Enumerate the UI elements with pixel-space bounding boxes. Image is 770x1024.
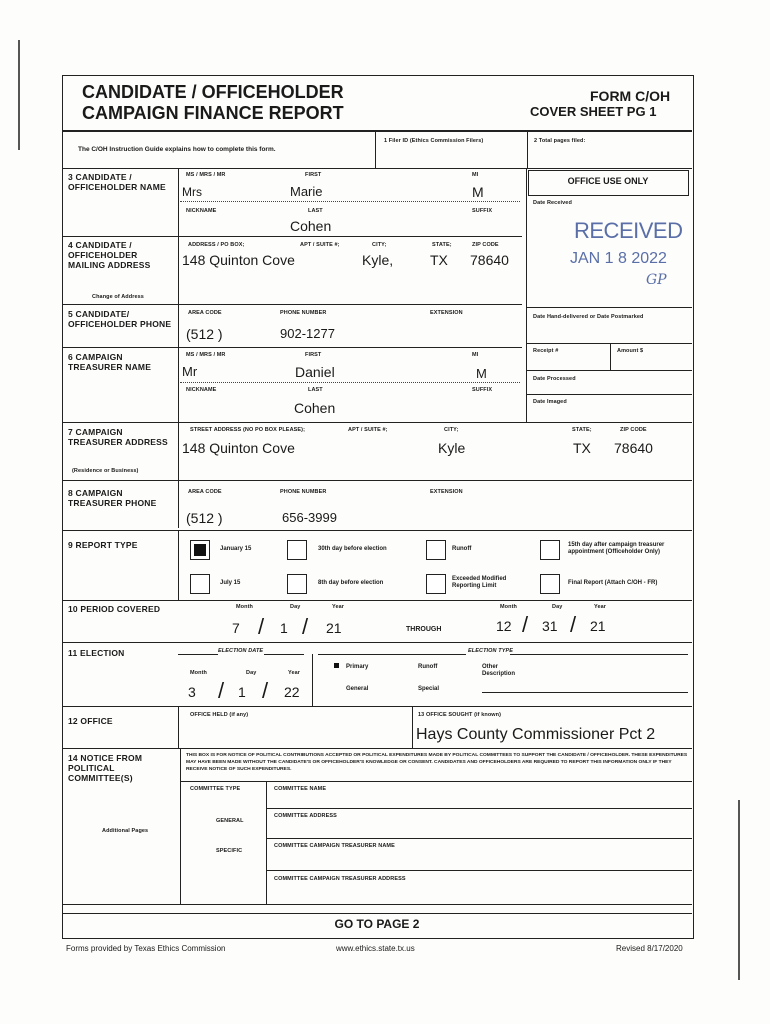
date-received-label: Date Received xyxy=(533,200,572,206)
section-11-label: 11 ELECTION xyxy=(68,648,125,658)
footer-provided-by: Forms provided by Texas Ethics Commission xyxy=(66,944,226,953)
street-caption: STREET ADDRESS (NO PO BOX PLEASE); xyxy=(190,427,306,433)
section-14-label: 14 NOTICE FROM POLITICAL COMMITTEE(S) xyxy=(68,753,143,783)
total-pages-label: 2 Total pages filed: xyxy=(534,138,586,144)
candidate-last-name[interactable]: Cohen xyxy=(290,218,332,234)
slash: / xyxy=(258,614,265,639)
mi-caption: MI xyxy=(472,172,479,178)
from-year-caption: Year xyxy=(332,604,345,610)
election-day-caption: Day xyxy=(246,670,257,676)
label-8-day: 8th day before election xyxy=(318,580,384,586)
received-stamp-date: JAN 1 8 2022 xyxy=(570,250,667,267)
label-runoff: Runoff xyxy=(452,546,472,552)
cover-sheet-label: COVER SHEET PG 1 xyxy=(530,104,657,119)
filer-id-label: 1 Filer ID (Ethics Commission Filers) xyxy=(384,138,484,144)
treasurer-nickname-caption: NICKNAME xyxy=(186,387,217,393)
footer-url[interactable]: www.ethics.state.tx.us xyxy=(336,944,415,953)
filer-id-field[interactable] xyxy=(384,148,519,164)
office-use-title: OFFICE USE ONLY xyxy=(567,176,649,186)
candidate-city[interactable]: Kyle, xyxy=(362,252,394,268)
label-final-report: Final Report (Attach C/OH - FR) xyxy=(568,580,658,586)
form-title-1: CANDIDATE / OFFICEHOLDER xyxy=(82,82,344,102)
treasurer-zip-caption: ZIP CODE xyxy=(620,427,647,433)
residence-label: (Residence or Business) xyxy=(72,468,139,474)
treasurer-state[interactable]: TX xyxy=(573,440,591,456)
election-month[interactable]: 3 xyxy=(188,684,196,700)
treasurer-prefix[interactable]: Mr xyxy=(182,364,198,379)
treasurer-apt-caption: APT / SUITE #; xyxy=(348,427,388,433)
city-caption: CITY; xyxy=(372,242,387,248)
treasurer-area-caption: AREA CODE xyxy=(188,489,222,495)
checkbox-runoff[interactable] xyxy=(426,540,446,560)
to-year-caption: Year xyxy=(594,604,607,610)
election-date-caption: ELECTION DATE xyxy=(218,648,264,654)
zip-caption: ZIP CODE xyxy=(472,242,499,248)
section-5-label: 5 CANDIDATE/ OFFICEHOLDER PHONE xyxy=(68,309,172,329)
slash: / xyxy=(218,678,225,703)
date-imaged-label: Date Imaged xyxy=(533,399,567,405)
area-code-caption: AREA CODE xyxy=(188,310,222,316)
other-option[interactable]: Other Description xyxy=(482,664,516,677)
to-year[interactable]: 21 xyxy=(590,618,606,634)
label-exceeded-limit: Exceeded Modified Reporting Limit xyxy=(452,576,507,589)
election-year[interactable]: 22 xyxy=(284,684,300,700)
election-type-caption: ELECTION TYPE xyxy=(468,648,513,654)
footer-revised: Revised 8/17/2020 xyxy=(616,944,683,953)
form-id: FORM C/OH xyxy=(590,88,671,104)
treasurer-prefix-caption: MS / MRS / MR xyxy=(186,352,226,358)
stamp-initials: GP xyxy=(646,272,667,288)
candidate-prefix[interactable]: Mrs xyxy=(182,185,202,199)
label-july-15: July 15 xyxy=(220,580,241,586)
treasurer-state-caption: STATE; xyxy=(572,427,592,433)
committee-treasurer-address-caption: COMMITTEE CAMPAIGN TREASURER ADDRESS xyxy=(274,876,406,882)
checkbox-8-day[interactable] xyxy=(287,574,307,594)
general-option[interactable]: General xyxy=(346,686,369,692)
committee-address-caption: COMMITTEE ADDRESS xyxy=(274,813,337,819)
slash: / xyxy=(302,614,309,639)
office-held-caption: OFFICE HELD (if any) xyxy=(190,712,249,718)
through-label: THROUGH xyxy=(406,626,442,633)
treasurer-mi[interactable]: M xyxy=(476,366,487,381)
section-10-label: 10 PERIOD COVERED xyxy=(68,604,161,614)
treasurer-zip[interactable]: 78640 xyxy=(614,440,653,456)
received-stamp: RECEIVED xyxy=(574,218,683,243)
section-9-label: 9 REPORT TYPE xyxy=(68,540,138,550)
section-8-label: 8 CAMPAIGN TREASURER PHONE xyxy=(68,488,157,508)
extension-caption: EXTENSION xyxy=(430,310,463,316)
candidate-first-name[interactable]: Marie xyxy=(290,184,323,199)
election-year-caption: Year xyxy=(288,670,301,676)
to-day-caption: Day xyxy=(552,604,563,610)
to-day[interactable]: 31 xyxy=(542,618,558,634)
treasurer-city[interactable]: Kyle xyxy=(438,440,466,456)
additional-pages-label: Additional Pages xyxy=(102,828,149,834)
from-year[interactable]: 21 xyxy=(326,620,342,636)
election-month-caption: Month xyxy=(190,670,207,676)
to-month-caption: Month xyxy=(500,604,517,610)
committee-specific-option[interactable]: SPECIFIC xyxy=(216,848,243,854)
committee-treasurer-caption: COMMITTEE CAMPAIGN TREASURER NAME xyxy=(274,843,395,849)
section-3-label: 3 CANDIDATE / OFFICEHOLDER NAME xyxy=(68,172,166,192)
checkbox-30-day[interactable] xyxy=(287,540,307,560)
section-4-label: 4 CANDIDATE / OFFICEHOLDER MAILING ADDRESS xyxy=(68,240,151,270)
special-option[interactable]: Special xyxy=(418,686,440,692)
from-month-caption: Month xyxy=(236,604,253,610)
label-january-15: January 15 xyxy=(220,546,252,552)
from-day-caption: Day xyxy=(290,604,301,610)
label-30-day: 30th day before election xyxy=(318,546,387,552)
section-12-label: 12 OFFICE xyxy=(68,716,113,726)
office-sought[interactable]: Hays County Commissioner Pct 2 xyxy=(416,726,656,743)
last-caption: LAST xyxy=(308,208,323,214)
checkbox-january-15[interactable] xyxy=(190,540,210,560)
candidate-mi[interactable]: M xyxy=(472,184,484,200)
form-title-2: CAMPAIGN FINANCE REPORT xyxy=(82,103,344,123)
section-6-label: 6 CAMPAIGN TREASURER NAME xyxy=(68,352,152,372)
section-7-label: 7 CAMPAIGN TREASURER ADDRESS xyxy=(68,427,168,447)
committee-notice: THIS BOX IS FOR NOTICE OF POLITICAL CONTRIBUTIONS ACCEPTED OR POLITICAL EXPENDITURES MADE BY POLITICAL COMMITTEES TO SUPPORT THE CANDIDATE / OFFICEHOLDER. THESE EXPENDITURES MAY HAVE BEEN MADE WITHOUT THE CANDIDATE'S OR OFFICEHOLDER'S KNOWLEDGE OR CONSENT. CANDIDATES AND OFFICEHOLDERS ARE REQUIRED TO REPORT THIS INFORMATION ONLY IF THEY RECEIVE NOTICE OF SUCH EXPENDITURES. xyxy=(186,753,688,772)
prefix-caption: MS / MRS / MR xyxy=(186,172,226,178)
slash: / xyxy=(262,678,269,703)
treasurer-area-code[interactable]: (512 ) xyxy=(186,510,223,526)
checkbox-exceeded-limit[interactable] xyxy=(426,574,446,594)
candidate-zip[interactable]: 78640 xyxy=(470,252,509,268)
treasurer-first-name[interactable]: Daniel xyxy=(295,364,335,380)
office-sought-caption: 13 OFFICE SOUGHT (if known) xyxy=(418,712,502,718)
scan-edge-right xyxy=(738,800,740,980)
phone-caption: PHONE NUMBER xyxy=(280,310,327,316)
candidate-state[interactable]: TX xyxy=(430,252,448,268)
treasurer-suffix-caption: SUFFIX xyxy=(472,387,493,393)
nickname-caption: NICKNAME xyxy=(186,208,217,214)
checkbox-final-report[interactable] xyxy=(540,574,560,594)
treasurer-ext-caption: EXTENSION xyxy=(430,489,463,495)
treasurer-city-caption: CITY; xyxy=(444,427,459,433)
committee-name-caption: COMMITTEE NAME xyxy=(274,786,327,792)
total-pages-field[interactable] xyxy=(534,148,684,164)
treasurer-address[interactable]: 148 Quinton Cove xyxy=(182,440,295,456)
scan-edge-left xyxy=(18,40,20,150)
date-processed-label: Date Processed xyxy=(533,376,576,382)
go-to-page-2[interactable]: GO TO PAGE 2 xyxy=(334,917,420,931)
apt-caption: APT / SUITE #; xyxy=(300,242,340,248)
state-caption: STATE; xyxy=(432,242,452,248)
treasurer-phone[interactable]: 656-3999 xyxy=(282,510,337,525)
candidate-phone[interactable]: 902-1277 xyxy=(280,326,335,341)
suffix-caption: SUFFIX xyxy=(472,208,493,214)
treasurer-phone-caption: PHONE NUMBER xyxy=(280,489,327,495)
checkbox-july-15[interactable] xyxy=(190,574,210,594)
address-caption: ADDRESS / PO BOX; xyxy=(188,242,245,248)
to-month[interactable]: 12 xyxy=(496,618,512,634)
primary-option[interactable]: Primary xyxy=(346,664,369,670)
amount-label: Amount $ xyxy=(617,348,644,354)
primary-check-mark xyxy=(334,663,339,668)
treasurer-last-caption: LAST xyxy=(308,387,323,393)
slash: / xyxy=(522,612,529,637)
label-15-day: 15th day after campaign treasurer appointment (Officeholder Only) xyxy=(568,542,665,555)
committee-general-option[interactable]: GENERAL xyxy=(216,818,244,824)
candidate-area-code[interactable]: (512 ) xyxy=(186,326,223,342)
treasurer-first-caption: FIRST xyxy=(305,352,322,358)
hand-delivered-label: Date Hand-delivered or Date Postmarked xyxy=(533,314,644,320)
election-day[interactable]: 1 xyxy=(238,684,246,700)
treasurer-last-name[interactable]: Cohen xyxy=(294,400,336,416)
runoff-option[interactable]: Runoff xyxy=(418,664,438,670)
slash: / xyxy=(570,612,577,637)
first-caption: FIRST xyxy=(305,172,322,178)
treasurer-mi-caption: MI xyxy=(472,352,479,358)
checkbox-15-day[interactable] xyxy=(540,540,560,560)
instruction-text: The C/OH Instruction Guide explains how to complete this form. xyxy=(78,146,276,153)
candidate-address[interactable]: 148 Quinton Cove xyxy=(182,252,295,268)
receipt-label: Receipt # xyxy=(533,348,559,354)
change-of-address-label: Change of Address xyxy=(92,294,144,300)
from-month[interactable]: 7 xyxy=(232,620,240,636)
from-day[interactable]: 1 xyxy=(280,620,288,636)
office-held-field[interactable] xyxy=(186,724,406,744)
committee-type-caption: COMMITTEE TYPE xyxy=(190,786,241,792)
